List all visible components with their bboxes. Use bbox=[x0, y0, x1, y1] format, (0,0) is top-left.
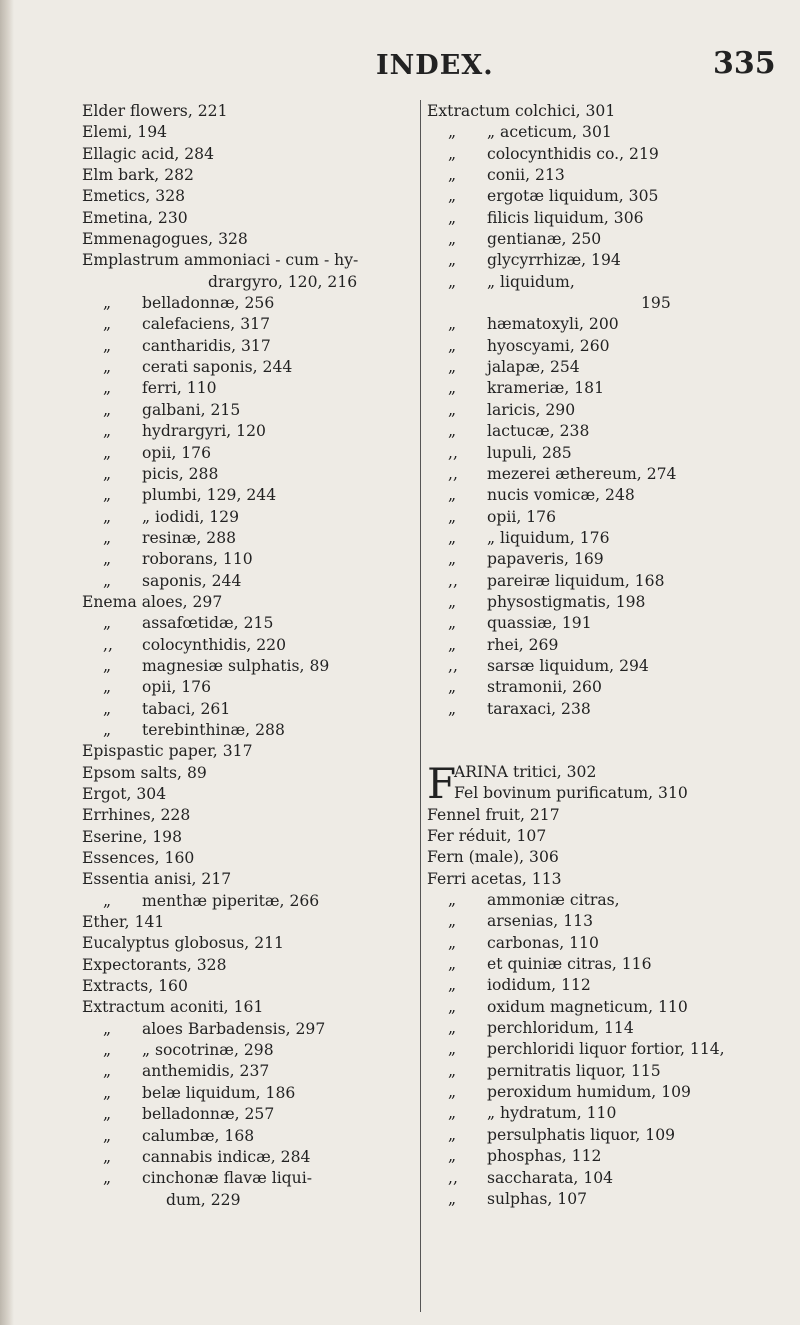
ditto-mark: ,, bbox=[448, 571, 458, 590]
index-entry bbox=[82, 933, 412, 954]
index-entry bbox=[427, 699, 767, 720]
ditto-mark: „ bbox=[448, 315, 457, 334]
entry-text: Emmenagogues, 328 bbox=[82, 230, 248, 249]
index-entry bbox=[82, 784, 412, 805]
entry-text: roborans, 110 bbox=[142, 550, 253, 569]
section-spacer bbox=[427, 720, 767, 741]
entry-text: conii, 213 bbox=[487, 166, 565, 185]
index-entry bbox=[82, 336, 412, 357]
entry-text: Extracts, 160 bbox=[82, 977, 188, 996]
index-entry bbox=[427, 528, 767, 549]
ditto-mark: „ bbox=[103, 528, 112, 547]
entry-text: oxidum magneticum, 110 bbox=[487, 997, 688, 1016]
index-entry bbox=[427, 122, 767, 143]
index-entry bbox=[427, 783, 767, 804]
ditto-mark: „ bbox=[448, 486, 457, 505]
entry-text: „ aceticum, 301 bbox=[487, 123, 612, 142]
index-entry bbox=[82, 848, 412, 869]
ditto-mark: „ bbox=[448, 933, 457, 952]
index-entry bbox=[427, 101, 767, 122]
index-entry bbox=[427, 911, 767, 932]
index-entry bbox=[82, 144, 412, 165]
page-spine-shadow bbox=[0, 0, 14, 1325]
entry-text: tabaci, 261 bbox=[142, 699, 231, 718]
entry-text: dum, 229 bbox=[166, 1190, 241, 1209]
entry-text: Ether, 141 bbox=[82, 913, 165, 932]
entry-text: „ socotrinæ, 298 bbox=[142, 1041, 274, 1060]
ditto-mark: ,, bbox=[448, 656, 458, 675]
entry-text: Essentia anisi, 217 bbox=[82, 870, 232, 889]
ditto-mark: „ bbox=[448, 891, 457, 910]
entry-text: glycyrrhizæ, 194 bbox=[487, 251, 621, 270]
ditto-mark: „ bbox=[103, 443, 112, 462]
ditto-mark: „ bbox=[448, 678, 457, 697]
ditto-mark: „ bbox=[448, 358, 457, 377]
index-entry bbox=[427, 869, 767, 890]
index-group-ferri bbox=[427, 805, 767, 1211]
index-entry bbox=[82, 165, 412, 186]
entry-text: opii, 176 bbox=[142, 443, 212, 462]
ditto-mark: „ bbox=[103, 678, 112, 697]
ditto-mark: „ bbox=[103, 486, 112, 505]
entry-text: physostigmatis, 198 bbox=[487, 592, 646, 611]
entry-text: pareiræ liquidum, 168 bbox=[487, 571, 665, 590]
index-entry bbox=[427, 507, 767, 528]
index-entry bbox=[427, 613, 767, 634]
entry-text: filicis liquidum, 306 bbox=[487, 208, 644, 227]
entry-text: sarsæ liquidum, 294 bbox=[487, 656, 649, 675]
ditto-mark: „ bbox=[103, 1169, 112, 1188]
index-entry bbox=[427, 485, 767, 506]
index-entry bbox=[82, 805, 412, 826]
index-entry bbox=[82, 229, 412, 250]
index-entry bbox=[82, 1019, 412, 1040]
entry-text: Extractum colchici, 301 bbox=[427, 102, 616, 120]
entry-text: peroxidum humidum, 109 bbox=[487, 1083, 691, 1102]
ditto-mark: „ bbox=[448, 422, 457, 441]
entry-text: gentianæ, 250 bbox=[487, 230, 602, 249]
index-entry bbox=[82, 955, 412, 976]
index-entry bbox=[427, 933, 767, 954]
column-divider bbox=[420, 100, 421, 1312]
ditto-mark: „ bbox=[448, 614, 457, 633]
entry-text: pernitratis liquor, 115 bbox=[487, 1061, 661, 1080]
ditto-mark: „ bbox=[448, 976, 457, 995]
ditto-mark: „ bbox=[448, 912, 457, 931]
ditto-mark: „ bbox=[448, 1083, 457, 1102]
index-entry bbox=[427, 250, 767, 271]
entry-text: Emplastrum ammoniaci - cum - hy- bbox=[82, 251, 359, 270]
index-entry bbox=[82, 378, 412, 399]
index-entry bbox=[427, 357, 767, 378]
entry-text: Expectorants, 328 bbox=[82, 955, 227, 974]
index-entry bbox=[427, 592, 767, 613]
entry-text: „ iodidi, 129 bbox=[142, 507, 240, 526]
ditto-mark: „ bbox=[448, 699, 457, 718]
ditto-mark: „ bbox=[448, 635, 457, 654]
entry-text: drargyro, 120, 216 bbox=[208, 272, 358, 291]
index-entry bbox=[82, 997, 412, 1018]
entry-text: calumbæ, 168 bbox=[142, 1126, 255, 1145]
ditto-mark: „ bbox=[448, 1147, 457, 1166]
entry-text: cantharidis, 317 bbox=[142, 336, 271, 355]
index-entry bbox=[427, 1061, 767, 1082]
ditto-mark: „ bbox=[448, 1125, 457, 1144]
ditto-mark: „ bbox=[448, 1019, 457, 1038]
index-entry bbox=[82, 656, 412, 677]
entry-text: Elder flowers, 221 bbox=[82, 102, 228, 120]
index-entry bbox=[82, 699, 412, 720]
index-entry bbox=[427, 1103, 767, 1124]
entry-text: papaveris, 169 bbox=[487, 550, 604, 569]
index-entry bbox=[427, 1168, 767, 1189]
index-entry bbox=[427, 208, 767, 229]
index-entry bbox=[82, 101, 412, 122]
entry-text: Emetics, 328 bbox=[82, 187, 186, 206]
index-entry bbox=[427, 1146, 767, 1167]
ditto-mark: „ bbox=[448, 144, 457, 163]
entry-text: 195 bbox=[641, 294, 671, 313]
ditto-mark: „ bbox=[103, 614, 112, 633]
entry-text: nucis vomicæ, 248 bbox=[487, 486, 635, 505]
index-entry bbox=[427, 997, 767, 1018]
entry-text: aloes Barbadensis, 297 bbox=[142, 1019, 326, 1038]
index-entry bbox=[427, 378, 767, 399]
index-entry bbox=[82, 464, 412, 485]
ditto-mark: ,, bbox=[448, 464, 458, 483]
entry-text: phosphas, 112 bbox=[487, 1147, 602, 1166]
entry-text: ergotæ liquidum, 305 bbox=[487, 187, 659, 206]
entry-text: Ergot, 304 bbox=[82, 785, 167, 803]
entry-text: Errhines, 228 bbox=[82, 806, 191, 825]
index-entry bbox=[82, 677, 412, 698]
entry-text: jalapæ, 254 bbox=[487, 358, 580, 377]
entry-text: krameriæ, 181 bbox=[487, 379, 604, 398]
index-group-extractum bbox=[427, 101, 767, 720]
entry-text: iodidum, 112 bbox=[487, 976, 591, 995]
index-entry bbox=[82, 507, 412, 528]
entry-text: galbani, 215 bbox=[142, 400, 241, 419]
ditto-mark: „ bbox=[448, 208, 457, 227]
index-entry bbox=[427, 1039, 767, 1060]
index-entry bbox=[82, 891, 412, 912]
ditto-mark: „ bbox=[448, 272, 457, 291]
index-entry bbox=[427, 571, 767, 592]
entry-text: cinchonæ flavæ liqui- bbox=[142, 1169, 312, 1188]
entry-text: Extractum aconiti, 161 bbox=[82, 998, 264, 1017]
entry-text: calefaciens, 317 bbox=[142, 315, 270, 334]
ditto-mark: „ bbox=[103, 1062, 112, 1081]
entry-text: belæ liquidum, 186 bbox=[142, 1083, 296, 1102]
ditto-mark: „ bbox=[448, 592, 457, 611]
entry-text: stramonii, 260 bbox=[487, 678, 602, 697]
entry-text: ferri, 110 bbox=[142, 379, 217, 398]
entry-text: mezerei æthereum, 274 bbox=[487, 464, 677, 483]
ditto-mark: „ bbox=[103, 550, 112, 569]
index-entry bbox=[82, 741, 412, 762]
ditto-mark: „ bbox=[448, 507, 457, 526]
entry-text: belladonnæ, 257 bbox=[142, 1105, 275, 1124]
index-entry bbox=[427, 336, 767, 357]
ditto-mark: „ bbox=[103, 507, 112, 526]
index-entry bbox=[427, 656, 767, 677]
ditto-mark: „ bbox=[103, 358, 112, 377]
index-entry bbox=[82, 1040, 412, 1061]
ditto-mark: „ bbox=[448, 251, 457, 270]
entry-text: persulphatis liquor, 109 bbox=[487, 1125, 676, 1144]
index-section-f bbox=[427, 758, 767, 1210]
index-entry bbox=[82, 1104, 412, 1125]
index-entry bbox=[427, 549, 767, 570]
entry-text: Fennel fruit, 217 bbox=[427, 805, 560, 824]
ditto-mark: „ bbox=[448, 1104, 457, 1123]
entry-text: carbonas, 110 bbox=[487, 933, 599, 952]
entry-text: saccharata, 104 bbox=[487, 1168, 614, 1187]
ditto-mark: „ bbox=[103, 1083, 112, 1102]
entry-text: Fel bovinum purificatum, 310 bbox=[454, 784, 688, 803]
index-entry bbox=[82, 592, 412, 613]
index-entry bbox=[82, 208, 412, 229]
index-entry bbox=[427, 314, 767, 335]
entry-text: opii, 176 bbox=[487, 507, 557, 526]
page-number: 335 bbox=[713, 46, 776, 81]
index-entry bbox=[82, 912, 412, 933]
ditto-mark: „ bbox=[103, 379, 112, 398]
entry-text: hyoscyami, 260 bbox=[487, 336, 610, 355]
entry-text: Epsom salts, 89 bbox=[82, 763, 207, 782]
index-entry bbox=[427, 954, 767, 975]
index-entry bbox=[427, 1082, 767, 1103]
ditto-mark: „ bbox=[103, 400, 112, 419]
index-entry bbox=[82, 571, 412, 592]
ditto-mark: „ bbox=[103, 571, 112, 590]
ditto-mark: „ bbox=[103, 720, 112, 739]
entry-text: Enema aloes, 297 bbox=[82, 592, 223, 611]
entry-text: „ hydratum, 110 bbox=[487, 1104, 617, 1123]
index-entry bbox=[427, 677, 767, 698]
entry-text: Eucalyptus globosus, 211 bbox=[82, 934, 284, 953]
page-header bbox=[0, 42, 800, 82]
index-entry bbox=[82, 635, 412, 656]
index-entry bbox=[82, 272, 412, 293]
entry-text: resinæ, 288 bbox=[142, 528, 237, 547]
ditto-mark: „ bbox=[103, 1126, 112, 1145]
entry-text: cerati saponis, 244 bbox=[142, 358, 293, 377]
entry-text: perchloridi liquor fortior, 114, bbox=[487, 1040, 725, 1059]
entry-text: Eserine, 198 bbox=[82, 827, 183, 846]
index-entry bbox=[427, 847, 767, 868]
index-entry bbox=[82, 976, 412, 997]
ditto-mark: „ bbox=[448, 528, 457, 547]
ditto-mark: „ bbox=[448, 1189, 457, 1208]
ditto-mark: „ bbox=[103, 315, 112, 334]
ditto-mark: „ bbox=[103, 1147, 112, 1166]
ditto-mark: „ bbox=[448, 379, 457, 398]
entry-text: Elemi, 194 bbox=[82, 123, 168, 142]
entry-text: Elm bark, 282 bbox=[82, 166, 194, 185]
ditto-mark: „ bbox=[103, 464, 112, 483]
ditto-mark: „ bbox=[448, 123, 457, 142]
entry-text: Fer réduit, 107 bbox=[427, 827, 547, 845]
index-entry bbox=[82, 400, 412, 421]
entry-text: lupuli, 285 bbox=[487, 443, 572, 462]
index-entry bbox=[82, 1190, 412, 1211]
entry-text: „ liquidum, bbox=[487, 272, 575, 291]
ditto-mark: „ bbox=[103, 1041, 112, 1060]
index-entry bbox=[427, 421, 767, 442]
index-entry bbox=[427, 975, 767, 996]
index-entry bbox=[82, 1126, 412, 1147]
index-entry bbox=[82, 613, 412, 634]
entry-text: anthemidis, 237 bbox=[142, 1062, 270, 1081]
ditto-mark: „ bbox=[448, 997, 457, 1016]
ditto-mark: „ bbox=[448, 1040, 457, 1059]
index-entry bbox=[82, 122, 412, 143]
index-entry bbox=[427, 890, 767, 911]
index-entry bbox=[82, 485, 412, 506]
ditto-mark: „ bbox=[103, 1019, 112, 1038]
entry-text: plumbi, 129, 244 bbox=[142, 486, 277, 505]
index-entry bbox=[427, 826, 767, 847]
entry-text: hæmatoxyli, 200 bbox=[487, 315, 619, 334]
index-entry bbox=[82, 827, 412, 848]
ditto-mark: „ bbox=[103, 1105, 112, 1124]
ditto-mark: „ bbox=[448, 1061, 457, 1080]
index-entry bbox=[427, 1125, 767, 1146]
entry-text: terebinthinæ, 288 bbox=[142, 720, 285, 739]
index-entry bbox=[82, 763, 412, 784]
index-entry bbox=[427, 1189, 767, 1210]
entry-text: et quiniæ citras, 116 bbox=[487, 955, 652, 974]
entry-text: hydrargyri, 120 bbox=[142, 422, 266, 441]
entry-text: colocynthidis co., 219 bbox=[487, 144, 659, 163]
index-entry bbox=[82, 186, 412, 207]
entry-text: taraxaci, 238 bbox=[487, 699, 591, 718]
entry-text: ARINA tritici, 302 bbox=[454, 762, 597, 781]
ditto-mark: ,, bbox=[448, 1168, 458, 1187]
ditto-mark: „ bbox=[103, 336, 112, 355]
entry-text: laricis, 290 bbox=[487, 400, 576, 419]
entry-text: saponis, 244 bbox=[142, 571, 242, 590]
header-title: INDEX. bbox=[376, 50, 494, 81]
ditto-mark: „ bbox=[448, 187, 457, 206]
index-entry bbox=[82, 357, 412, 378]
index-entry bbox=[82, 443, 412, 464]
entry-text: lactucæ, 238 bbox=[487, 422, 590, 441]
section-spacer bbox=[427, 741, 767, 762]
entry-text: perchloridum, 114 bbox=[487, 1019, 634, 1038]
ditto-mark: „ bbox=[448, 955, 457, 974]
entry-text: cannabis indicæ, 284 bbox=[142, 1147, 311, 1166]
index-entry bbox=[82, 1147, 412, 1168]
index-entry bbox=[82, 421, 412, 442]
index-entry bbox=[82, 250, 412, 271]
entry-text: magnesiæ sulphatis, 89 bbox=[142, 656, 330, 675]
entry-text: opii, 176 bbox=[142, 678, 212, 697]
ditto-mark: „ bbox=[103, 891, 112, 910]
index-entry bbox=[427, 144, 767, 165]
ditto-mark: „ bbox=[448, 400, 457, 419]
index-entry bbox=[427, 443, 767, 464]
index-entry bbox=[427, 293, 767, 314]
ditto-mark: „ bbox=[448, 550, 457, 569]
index-entry bbox=[427, 1018, 767, 1039]
ditto-mark: „ bbox=[103, 699, 112, 718]
ditto-mark: „ bbox=[448, 336, 457, 355]
entry-text: „ liquidum, 176 bbox=[487, 528, 610, 547]
entry-text: Fern (male), 306 bbox=[427, 848, 559, 867]
entry-text: Ferri acetas, 113 bbox=[427, 869, 562, 888]
ditto-mark: „ bbox=[448, 230, 457, 249]
entry-text: belladonnæ, 256 bbox=[142, 294, 275, 313]
entry-text: picis, 288 bbox=[142, 464, 219, 483]
entry-text: rhei, 269 bbox=[487, 635, 559, 654]
ditto-mark: ,, bbox=[448, 443, 458, 462]
ditto-mark: „ bbox=[103, 422, 112, 441]
entry-text: Ellagic acid, 284 bbox=[82, 144, 214, 163]
entry-text: quassiæ, 191 bbox=[487, 614, 592, 633]
index-entry bbox=[427, 186, 767, 207]
index-entry bbox=[82, 1168, 412, 1189]
index-entry bbox=[82, 549, 412, 570]
entry-text: Essences, 160 bbox=[82, 849, 195, 868]
index-entry bbox=[82, 720, 412, 741]
ditto-mark: ,, bbox=[103, 635, 113, 654]
index-entry bbox=[82, 314, 412, 335]
entry-text: ammoniæ citras, bbox=[487, 891, 620, 910]
ditto-mark: „ bbox=[103, 294, 112, 313]
index-entry bbox=[427, 272, 767, 293]
index-entry bbox=[427, 400, 767, 421]
index-entry bbox=[427, 229, 767, 250]
entry-text: menthæ piperitæ, 266 bbox=[142, 891, 320, 910]
index-entry bbox=[82, 1083, 412, 1104]
index-column-left bbox=[82, 101, 412, 1211]
index-entry bbox=[427, 165, 767, 186]
entry-text: sulphas, 107 bbox=[487, 1189, 588, 1208]
drop-cap-letter: F bbox=[427, 758, 457, 808]
ditto-mark: „ bbox=[103, 656, 112, 675]
index-entry bbox=[82, 528, 412, 549]
index-entry bbox=[82, 1061, 412, 1082]
entry-text: Epispastic paper, 317 bbox=[82, 742, 253, 761]
index-entry bbox=[427, 635, 767, 656]
entry-text: arsenias, 113 bbox=[487, 912, 593, 931]
entry-text: Emetina, 230 bbox=[82, 208, 188, 227]
index-column-right bbox=[427, 101, 767, 1210]
entry-text: assafœtidæ, 215 bbox=[142, 614, 274, 633]
index-entry bbox=[82, 293, 412, 314]
index-entry bbox=[427, 464, 767, 485]
ditto-mark: „ bbox=[448, 166, 457, 185]
index-entry bbox=[82, 869, 412, 890]
entry-text: colocynthidis, 220 bbox=[142, 635, 287, 654]
index-entry bbox=[427, 805, 767, 826]
